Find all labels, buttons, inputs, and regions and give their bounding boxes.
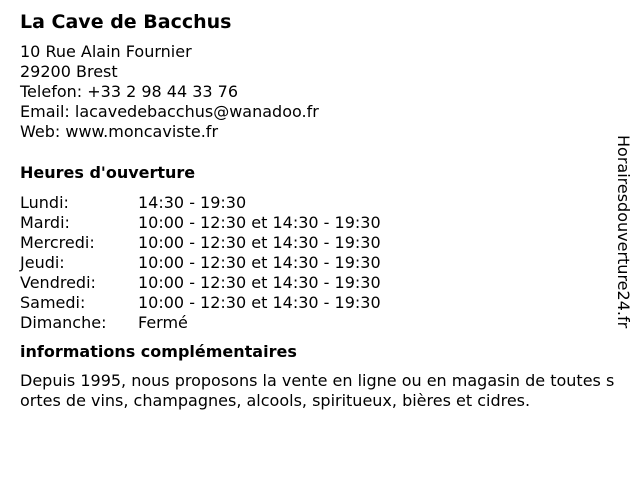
day-label: Lundi: xyxy=(20,193,69,212)
day-label: Jeudi: xyxy=(20,253,65,272)
time-value: 10:00 - 12:30 et 14:30 - 19:30 xyxy=(138,293,381,312)
time-value: 10:00 - 12:30 et 14:30 - 19:30 xyxy=(138,213,381,232)
address-line-2: 29200 Brest xyxy=(20,62,118,81)
day-label: Mardi: xyxy=(20,213,70,232)
time-value: 10:00 - 12:30 et 14:30 - 19:30 xyxy=(138,233,381,252)
time-value: 10:00 - 12:30 et 14:30 - 19:30 xyxy=(138,253,381,272)
email: Email: lacavedebacchus@wanadoo.fr xyxy=(20,102,319,121)
hours-row-samedi xyxy=(20,293,610,313)
hours-row-jeudi xyxy=(20,253,610,273)
additional-info-text: Depuis 1995, nous proposons la vente en ligne ou en magasin de toutes sortes de vins, champagnes, alcools, spiritueux, bières et cidres. xyxy=(20,371,615,410)
business-name: La Cave de Bacchus xyxy=(20,11,232,33)
website: Web: www.moncaviste.fr xyxy=(20,122,219,141)
phone: Telefon: +33 2 98 44 33 76 xyxy=(20,82,239,101)
hours-row-lundi xyxy=(20,193,610,213)
time-value: 14:30 - 19:30 xyxy=(138,193,247,212)
day-label: Dimanche: xyxy=(20,313,107,332)
day-label: Vendredi: xyxy=(20,273,96,292)
hours-row-vendredi xyxy=(20,273,610,293)
day-label: Mercredi: xyxy=(20,233,95,252)
hours-row-mercredi xyxy=(20,233,610,253)
opening-hours-table xyxy=(20,193,610,333)
hours-row-dimanche xyxy=(20,313,610,333)
day-label: Samedi: xyxy=(20,293,86,312)
time-value: Fermé xyxy=(138,313,188,332)
site-watermark: Horairesdouverture24.fr xyxy=(614,135,633,329)
opening-hours-title: Heures d'ouverture xyxy=(20,163,196,182)
additional-info-title: informations complémentaires xyxy=(20,342,297,361)
time-value: 10:00 - 12:30 et 14:30 - 19:30 xyxy=(138,273,381,292)
address-line-1: 10 Rue Alain Fournier xyxy=(20,42,192,61)
content xyxy=(20,10,615,411)
hours-row-mardi xyxy=(20,213,610,233)
